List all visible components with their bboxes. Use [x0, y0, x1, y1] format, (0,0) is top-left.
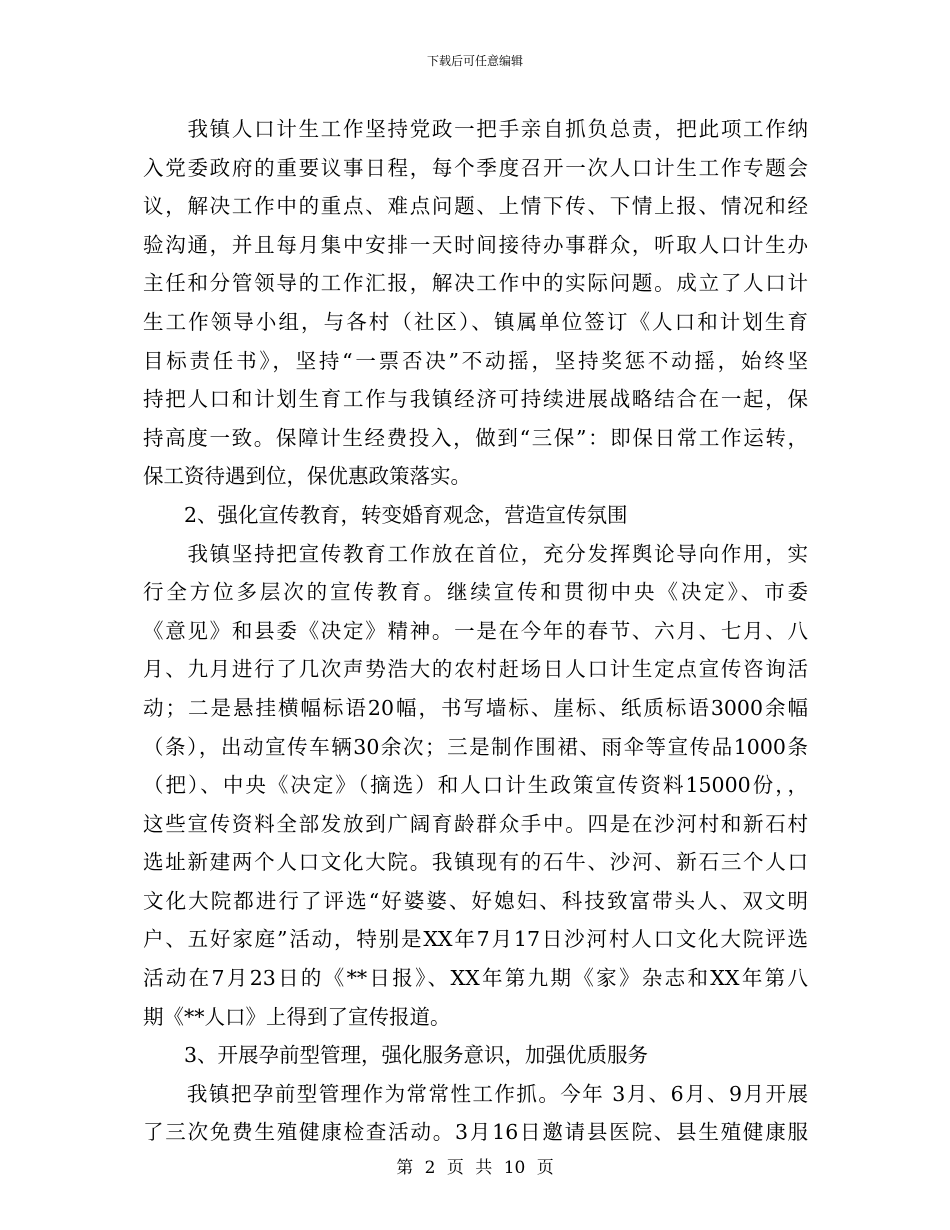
text-line: 户、五好家庭”活动，特别是XX年7月17日沙河村人口文化大院评选	[143, 927, 808, 952]
text-line: 持把人口和计划生育工作与我镇经济可持续进展战略结合在一起，保	[143, 387, 808, 412]
text-line: （条），出动宣传车辆30余次；三是制作围裙、雨伞等宣传品1000条	[143, 734, 808, 759]
text-line: （把）、中央《决定》（摘选）和人口计生政策宣传资料15000份，，	[143, 773, 808, 798]
text-line: 我镇把孕前型管理作为常常性工作抓。今年 3月、6月、9月开展	[143, 1081, 808, 1106]
text-line: 我镇坚持把宣传教育工作放在首位，充分发挥舆论导向作用，实	[143, 541, 808, 566]
section-heading: 2、强化宣传教育，转变婚育观念，营造宣传氛围	[143, 502, 628, 527]
text-line: 入党委政府的重要议事日程，每个季度召开一次人口计生工作专题会	[143, 155, 808, 180]
text-line: 文化大院都进行了评选“好婆婆、好媳妇、科技致富带头人、双文明	[143, 888, 808, 913]
text-line: 我镇人口计生工作坚持党政一把手亲自抓负总责，把此项工作纳	[143, 117, 808, 141]
text-line: 生工作领导小组，与各村（社区）、镇属单位签订《人口和计划生育	[143, 309, 808, 334]
text-line: 目标责任书》，坚持“一票否决”不动摇，坚持奖惩不动摇，始终坚	[143, 348, 808, 373]
text-line: 验沟通，并且每月集中安排一天时间接待办事群众，听取人口计生办	[143, 232, 808, 257]
text-line: 活动在7月23日的《**日报》、XX年第九期《家》杂志和XX年第八	[143, 966, 808, 991]
text-line: 《意见》和县委《决定》精神。一是在今年的春节、六月、七月、八	[143, 618, 808, 643]
text-line: 持高度一致。保障计生经费投入，做到“三保”：即保日常工作运转，	[143, 425, 808, 450]
text-line: 了三次免费生殖健康检查活动。3月16日邀请县医院、县生殖健康服	[143, 1120, 808, 1145]
page-header: 下载后可任意编辑	[426, 54, 523, 68]
text-line: 这些宣传资料全部发放到广阔育龄群众手中。四是在沙河村和新石村	[143, 811, 808, 836]
text-line: 行全方位多层次的宣传教育。继续宣传和贯彻中央《决定》、市委	[143, 580, 808, 605]
section-heading: 3、开展孕前型管理，强化服务意识，加强优质服务	[143, 1043, 649, 1068]
text-line: 主任和分管领导的工作汇报，解决工作中的实际问题。成立了人口计	[143, 271, 808, 296]
text-line: 月、九月进行了几次声势浩大的农村赶场日人口计生定点宣传咨询活	[143, 657, 808, 682]
text-line: 动；二是悬挂横幅标语20幅，书写墙标、崖标、纸质标语3000余幅	[143, 695, 808, 720]
text-line: 期《**人口》上得到了宣传报道。	[143, 1004, 451, 1029]
text-line: 议，解决工作中的重点、难点问题、上情下传、下情上报、情况和经	[143, 194, 808, 219]
page-footer: 第 2 页 共 10 页	[396, 1158, 554, 1178]
text-line: 选址新建两个人口文化大院。我镇现有的石牛、沙河、新石三个人口	[143, 850, 808, 875]
body-text	[143, 110, 808, 1152]
text-line: 保工资待遇到位，保优惠政策落实。	[143, 464, 471, 489]
